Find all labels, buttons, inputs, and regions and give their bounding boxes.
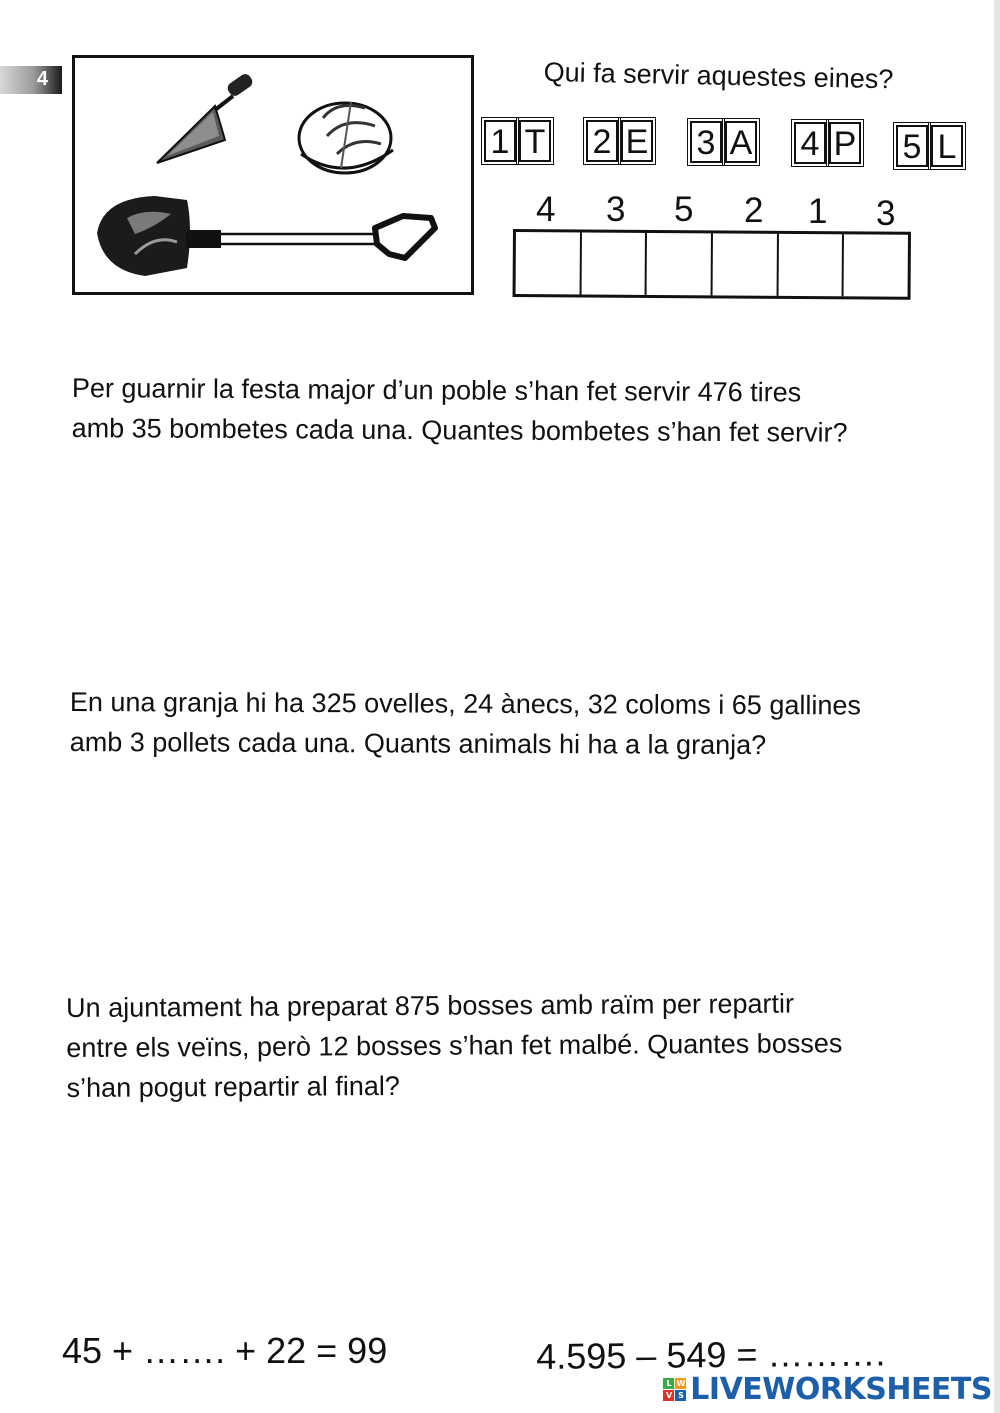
page-edge	[994, 0, 1000, 1413]
brand-logo-icon: L W V S	[663, 1378, 686, 1401]
code-letter: T	[519, 120, 551, 162]
problem-line: amb 35 bombetes cada una. Quantes bombetes s’han fet servir?	[71, 412, 848, 448]
problem-farm	[70, 682, 861, 765]
helmet-icon	[299, 102, 393, 173]
problem-line: s’han pogut repartir al final?	[66, 1070, 400, 1103]
code-number: 1	[484, 120, 516, 162]
problem-bulbs	[72, 368, 848, 453]
problem-line: Un ajuntament ha preparat 875 bosses amb raïm per repartir	[66, 988, 795, 1023]
problem-line: entre els veïns, però 12 bosses s’han fet malbé. Quantes bosses	[66, 1028, 843, 1063]
code-pair	[896, 125, 966, 167]
code-number: 4	[794, 122, 826, 164]
code-letter: P	[829, 122, 861, 164]
liveworksheets-brand	[663, 1372, 992, 1407]
answer-digit: 2	[744, 191, 764, 230]
answer-digit: 3	[606, 190, 626, 229]
problem-grapes	[66, 983, 843, 1108]
code-pair	[794, 122, 864, 164]
answer-digit: 3	[876, 194, 896, 233]
answer-box[interactable]	[581, 232, 647, 294]
code-number: 5	[896, 125, 928, 167]
answer-grid	[513, 229, 911, 300]
tools-question: Qui fa servir aquestes eines?	[543, 57, 894, 95]
code-number: 2	[586, 120, 618, 162]
answer-box[interactable]	[647, 233, 713, 295]
exercise-number-tab	[0, 66, 62, 94]
code-letter: E	[621, 120, 653, 162]
exercise-number: 4	[36, 68, 48, 90]
answer-digits	[512, 188, 912, 233]
answer-digit: 4	[536, 190, 556, 229]
equation-left[interactable]: 45 + ……. + 22 = 99	[62, 1330, 388, 1371]
answer-box[interactable]	[844, 234, 908, 296]
answer-digit: 5	[674, 190, 694, 229]
code-letter: A	[725, 121, 757, 163]
answer-box[interactable]	[516, 232, 582, 294]
code-key	[482, 116, 977, 182]
code-pair	[586, 120, 656, 162]
trowel-icon	[157, 72, 255, 163]
code-pair	[690, 121, 760, 163]
code-pair	[484, 120, 554, 162]
answer-box[interactable]	[778, 234, 844, 296]
problem-line: En una granja hi ha 325 ovelles, 24 ànecs, 32 coloms i 65 gallines	[69, 686, 861, 721]
answer-box[interactable]	[713, 233, 779, 295]
problem-line: amb 3 pollets cada una. Quants animals hi ha a la granja?	[69, 726, 767, 761]
problem-line: Per guarnir la festa major d’un poble s’han fet servir 476 tires	[71, 372, 802, 408]
code-letter: L	[931, 125, 963, 167]
code-number: 3	[690, 121, 722, 163]
shovel-icon	[97, 196, 435, 276]
tools-illustration-box	[72, 55, 474, 295]
brand-text: LIVEWORKSHEETS	[690, 1372, 992, 1407]
equation-right[interactable]: 4.595 – 549 = ……….	[536, 1332, 886, 1377]
answer-digit: 1	[808, 192, 828, 231]
